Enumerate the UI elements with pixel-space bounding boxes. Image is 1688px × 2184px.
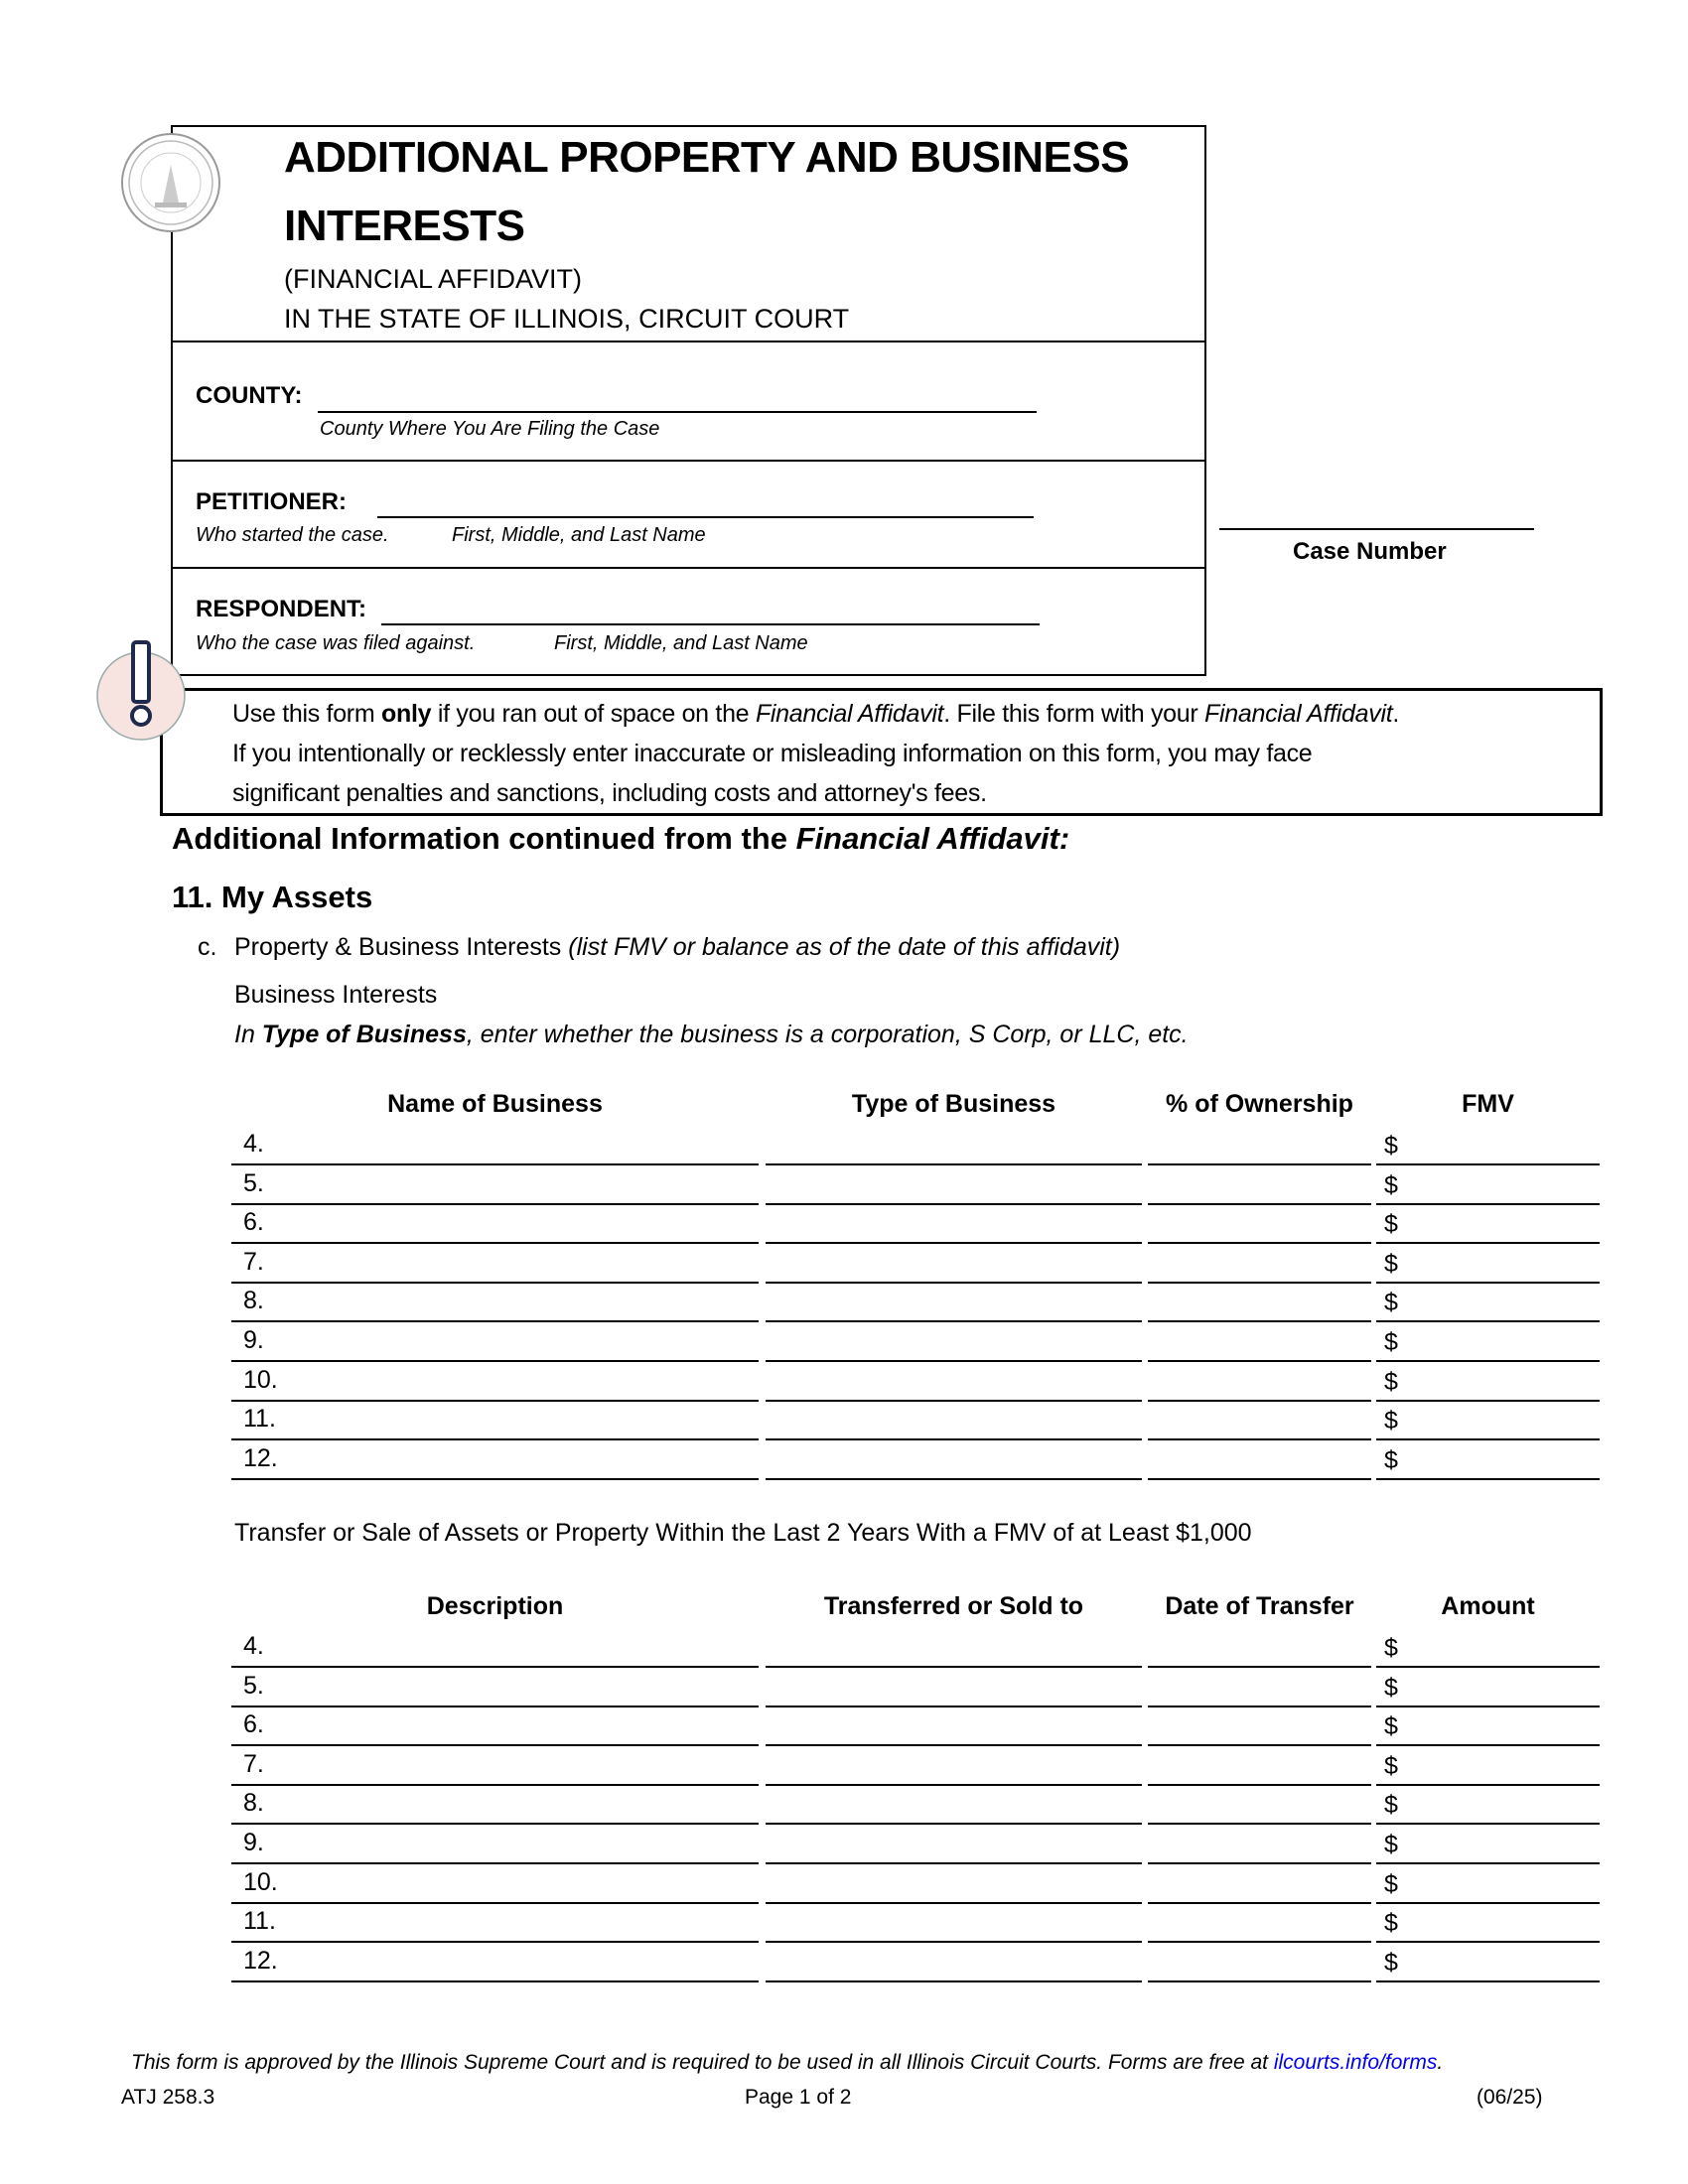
- business-row-7-col-1-input[interactable]: [766, 1242, 1142, 1284]
- transfer-row-10-col-1-input[interactable]: [766, 1862, 1142, 1904]
- row-number: 7.: [243, 1247, 264, 1276]
- transfer-row-11-col-3-input[interactable]: [1376, 1901, 1600, 1943]
- warning-line3: significant penalties and sanctions, including costs and attorney's fees.: [232, 779, 987, 807]
- petitioner-hint: Who started the case.: [196, 524, 389, 546]
- row-number: 5.: [243, 1168, 264, 1197]
- case-number-label: Case Number: [1293, 538, 1447, 565]
- row-number: 8.: [243, 1287, 264, 1315]
- county-input[interactable]: [318, 411, 1037, 413]
- dollar-sign: $: [1384, 1948, 1398, 1977]
- dollar-sign: $: [1384, 1751, 1398, 1780]
- business-row-11-col-0-input[interactable]: [231, 1399, 759, 1440]
- business-row-12-col-0-input[interactable]: [231, 1438, 759, 1480]
- business-header-3: FMV: [1462, 1090, 1514, 1118]
- row-number: 5.: [243, 1671, 264, 1700]
- dollar-sign: $: [1384, 1170, 1398, 1199]
- assets-heading: 11. My Assets: [172, 880, 373, 914]
- transfer-row-6-col-0-input[interactable]: [231, 1705, 759, 1746]
- court-name: IN THE STATE OF ILLINOIS, CIRCUIT COURT: [284, 304, 850, 334]
- business-row-9-col-1-input[interactable]: [766, 1320, 1142, 1362]
- business-row-12-col-3-input[interactable]: [1376, 1438, 1600, 1480]
- form-id: ATJ 258.3: [121, 2086, 215, 2109]
- transfer-row-7-col-1-input[interactable]: [766, 1744, 1142, 1786]
- business-row-8-col-3-input[interactable]: [1376, 1281, 1600, 1322]
- transfer-row-4-col-0-input[interactable]: [231, 1626, 759, 1668]
- row-number: 10.: [243, 1365, 278, 1394]
- transfer-row-5-col-0-input[interactable]: [231, 1666, 759, 1707]
- section-heading: Additional Information continued from the Financial Affidavit:: [172, 821, 1070, 856]
- business-row-10-col-1-input[interactable]: [766, 1360, 1142, 1402]
- transfer-row-8-col-1-input[interactable]: [766, 1783, 1142, 1825]
- warning-line2: If you intentionally or recklessly enter inaccurate or misleading information on this form, you may face: [232, 740, 1313, 767]
- row-number: 9.: [243, 1326, 264, 1354]
- business-row-9-col-0-input[interactable]: [231, 1320, 759, 1362]
- business-row-4-col-1-input[interactable]: [766, 1124, 1142, 1165]
- transfer-row-12-col-3-input[interactable]: [1376, 1941, 1600, 1982]
- transfer-row-12-col-2-input[interactable]: [1148, 1941, 1371, 1982]
- item-c-text: Property & Business Interests (list FMV or balance as of the date of this affidavit): [234, 933, 1121, 961]
- transfer-header-3: Amount: [1441, 1592, 1535, 1620]
- business-header-1: Type of Business: [851, 1090, 1056, 1118]
- county-hint: County Where You Are Filing the Case: [320, 418, 660, 440]
- row-number: 4.: [243, 1632, 264, 1660]
- transfer-row-10-col-2-input[interactable]: [1148, 1862, 1371, 1904]
- transfer-header-2: Date of Transfer: [1165, 1592, 1354, 1620]
- business-row-7-col-3-input[interactable]: [1376, 1242, 1600, 1284]
- dollar-sign: $: [1384, 1249, 1398, 1278]
- business-row-11-col-1-input[interactable]: [766, 1399, 1142, 1440]
- form-version: (06/25): [1477, 2086, 1543, 2109]
- respondent-label: RESPONDENT:: [196, 596, 367, 622]
- transfer-row-9-col-1-input[interactable]: [766, 1823, 1142, 1864]
- business-header-0: Name of Business: [387, 1090, 603, 1118]
- transfer-row-7-col-2-input[interactable]: [1148, 1744, 1371, 1786]
- business-row-4-col-0-input[interactable]: [231, 1124, 759, 1165]
- petitioner-label: PETITIONER:: [196, 488, 348, 515]
- row-number: 9.: [243, 1829, 264, 1856]
- transfer-row-8-col-3-input[interactable]: [1376, 1783, 1600, 1825]
- dollar-sign: $: [1384, 1869, 1398, 1898]
- business-row-6-col-3-input[interactable]: [1376, 1202, 1600, 1244]
- business-row-4-col-3-input[interactable]: [1376, 1124, 1600, 1165]
- transfer-row-7-col-0-input[interactable]: [231, 1744, 759, 1786]
- transfer-row-11-col-1-input[interactable]: [766, 1901, 1142, 1943]
- respondent-hint: Who the case was filed against.: [196, 632, 476, 654]
- transfer-row-11-col-2-input[interactable]: [1148, 1901, 1371, 1943]
- business-row-8-col-0-input[interactable]: [231, 1281, 759, 1322]
- transfer-row-6-col-3-input[interactable]: [1376, 1705, 1600, 1746]
- dollar-sign: $: [1384, 1673, 1398, 1702]
- business-row-5-col-2-input[interactable]: [1148, 1163, 1371, 1205]
- warning-box: Use this form only if you ran out of space on the Financial Affidavit. File this form with your Financial Affidavit. If you intentionally or recklessly enter inaccurate or misleading information on this form, you may face significant penalties and sanctions, including costs and attorney's fees.: [160, 688, 1603, 816]
- transfer-row-6-col-1-input[interactable]: [766, 1705, 1142, 1746]
- row-number: 12.: [243, 1443, 278, 1472]
- divider: [173, 341, 1204, 342]
- row-number: 6.: [243, 1710, 264, 1739]
- row-number: 7.: [243, 1749, 264, 1778]
- business-row-10-col-2-input[interactable]: [1148, 1360, 1371, 1402]
- form-title-line1: ADDITIONAL PROPERTY AND BUSINESS: [284, 133, 1130, 182]
- dollar-sign: $: [1384, 1367, 1398, 1396]
- business-row-8-col-2-input[interactable]: [1148, 1281, 1371, 1322]
- transfer-row-9-col-2-input[interactable]: [1148, 1823, 1371, 1864]
- business-row-10-col-3-input[interactable]: [1376, 1360, 1600, 1402]
- transfer-row-11-col-0-input[interactable]: [231, 1901, 759, 1943]
- dollar-sign: $: [1384, 1132, 1398, 1160]
- transfer-row-4-col-2-input[interactable]: [1148, 1626, 1371, 1668]
- approval-text: This form is approved by the Illinois Supreme Court and is required to be used in all Illinois Circuit Courts. Forms are free at ilcourts.info/forms.: [131, 2051, 1444, 2074]
- form-title-line2: INTERESTS: [284, 202, 525, 250]
- court-seal-icon: [119, 131, 222, 234]
- transfer-row-10-col-0-input[interactable]: [231, 1862, 759, 1904]
- row-number: 12.: [243, 1946, 278, 1975]
- petitioner-input[interactable]: [377, 516, 1034, 518]
- business-row-9-col-2-input[interactable]: [1148, 1320, 1371, 1362]
- row-number: 11.: [243, 1907, 276, 1936]
- warning-exclamation-icon: [93, 638, 189, 748]
- business-interests-label: Business Interests: [234, 981, 438, 1009]
- row-number: 8.: [243, 1789, 264, 1818]
- dollar-sign: $: [1384, 1712, 1398, 1741]
- dollar-sign: $: [1384, 1445, 1398, 1474]
- business-row-9-col-3-input[interactable]: [1376, 1320, 1600, 1362]
- business-row-7-col-2-input[interactable]: [1148, 1242, 1371, 1284]
- dollar-sign: $: [1384, 1634, 1398, 1662]
- respondent-name-hint: First, Middle, and Last Name: [554, 632, 808, 654]
- divider: [173, 460, 1204, 462]
- row-number: 4.: [243, 1130, 264, 1158]
- dollar-sign: $: [1384, 1831, 1398, 1858]
- divider: [173, 567, 1204, 569]
- business-row-4-col-2-input[interactable]: [1148, 1124, 1371, 1165]
- transfer-title: Transfer or Sale of Assets or Property Within the Last 2 Years With a FMV of at Least $1,000: [234, 1519, 1252, 1547]
- transfer-header-0: Description: [426, 1592, 564, 1620]
- dollar-sign: $: [1384, 1289, 1398, 1317]
- row-number: 6.: [243, 1208, 264, 1237]
- business-row-10-col-0-input[interactable]: [231, 1360, 759, 1402]
- dollar-sign: $: [1384, 1791, 1398, 1820]
- case-number-input[interactable]: [1219, 528, 1534, 530]
- respondent-input[interactable]: [381, 623, 1040, 625]
- transfer-row-4-col-3-input[interactable]: [1376, 1626, 1600, 1668]
- business-row-6-col-2-input[interactable]: [1148, 1202, 1371, 1244]
- dollar-sign: $: [1384, 1328, 1398, 1356]
- transfer-row-12-col-1-input[interactable]: [766, 1941, 1142, 1982]
- transfer-row-4-col-1-input[interactable]: [766, 1626, 1142, 1668]
- business-row-11-col-2-input[interactable]: [1148, 1399, 1371, 1440]
- business-row-6-col-0-input[interactable]: [231, 1202, 759, 1244]
- petitioner-name-hint: First, Middle, and Last Name: [452, 524, 706, 546]
- page-number: Page 1 of 2: [745, 2086, 852, 2109]
- transfer-row-10-col-3-input[interactable]: [1376, 1862, 1600, 1904]
- business-row-5-col-1-input[interactable]: [766, 1163, 1142, 1205]
- business-row-8-col-1-input[interactable]: [766, 1281, 1142, 1322]
- dollar-sign: $: [1384, 1407, 1398, 1435]
- business-row-5-col-3-input[interactable]: [1376, 1163, 1600, 1205]
- type-instructions: In Type of Business, enter whether the business is a corporation, S Corp, or LLC, etc.: [234, 1021, 1189, 1048]
- business-row-12-col-1-input[interactable]: [766, 1438, 1142, 1480]
- business-row-12-col-2-input[interactable]: [1148, 1438, 1371, 1480]
- form-subtitle: (FINANCIAL AFFIDAVIT): [284, 264, 583, 294]
- dollar-sign: $: [1384, 1909, 1398, 1938]
- row-number: 10.: [243, 1867, 278, 1896]
- row-number: 11.: [243, 1405, 276, 1433]
- item-c-marker: c.: [198, 933, 217, 961]
- transfer-row-9-col-3-input[interactable]: [1376, 1823, 1600, 1864]
- transfer-row-7-col-3-input[interactable]: [1376, 1744, 1600, 1786]
- business-header-2: % of Ownership: [1166, 1090, 1353, 1118]
- transfer-row-9-col-0-input[interactable]: [231, 1823, 759, 1864]
- dollar-sign: $: [1384, 1210, 1398, 1239]
- transfer-row-5-col-1-input[interactable]: [766, 1666, 1142, 1707]
- county-label: COUNTY:: [196, 382, 303, 409]
- transfer-row-5-col-3-input[interactable]: [1376, 1666, 1600, 1707]
- business-row-5-col-0-input[interactable]: [231, 1163, 759, 1205]
- business-row-11-col-3-input[interactable]: [1376, 1399, 1600, 1440]
- transfer-row-8-col-0-input[interactable]: [231, 1783, 759, 1825]
- forms-link[interactable]: ilcourts.info/forms: [1273, 2051, 1438, 2074]
- transfer-row-6-col-2-input[interactable]: [1148, 1705, 1371, 1746]
- transfer-row-8-col-2-input[interactable]: [1148, 1783, 1371, 1825]
- business-row-7-col-0-input[interactable]: [231, 1242, 759, 1284]
- business-row-6-col-1-input[interactable]: [766, 1202, 1142, 1244]
- transfer-header-1: Transferred or Sold to: [823, 1592, 1084, 1620]
- transfer-row-5-col-2-input[interactable]: [1148, 1666, 1371, 1707]
- transfer-row-12-col-0-input[interactable]: [231, 1941, 759, 1982]
